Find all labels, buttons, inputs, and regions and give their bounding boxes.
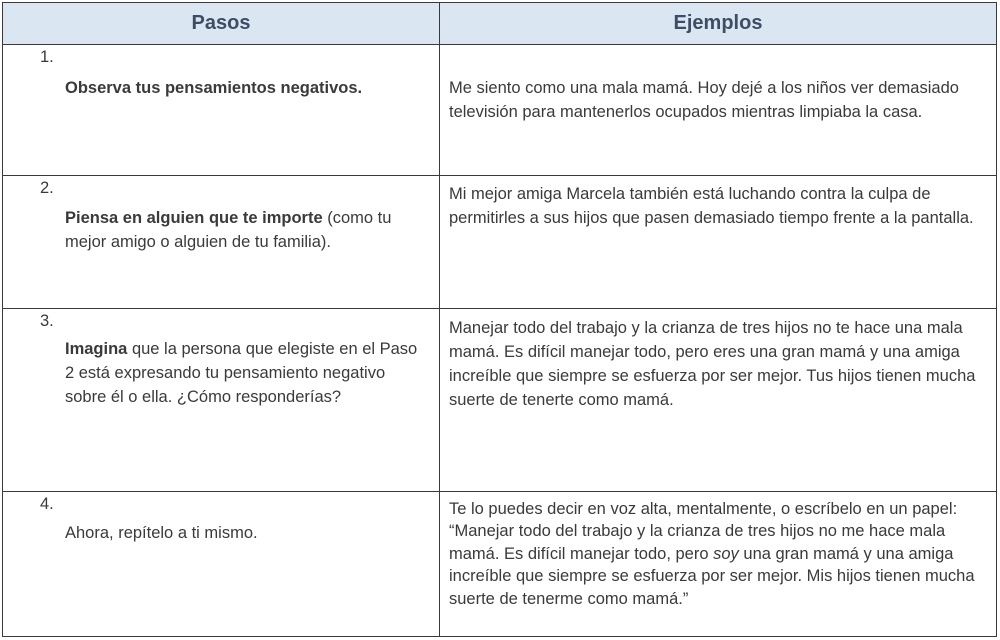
step-rest-text: que la persona que elegiste en el Paso 2 está expresando tu pensamiento negativo sobre él o ella. ¿Cómo responderías? [65,340,418,407]
table-row [3,176,997,309]
step-bold-text: Observa tus pensamientos negativos. [65,79,363,97]
step-number: 3. [40,312,54,331]
header-ejemplos: Ejemplos [440,3,997,45]
example-text: Me siento como una mala mamá. Hoy dejé a los niños ver demasiado televisión para mantenerlos ocupados mientras limpiaba la casa. [449,79,959,121]
example-text [440,492,996,611]
step-rest-text: Ahora, repítelo a ti mismo. [65,523,258,542]
example-cell [440,176,997,309]
step-bold-text: Piensa en alguien que te importe [65,209,323,228]
example-cell [440,45,997,176]
example-cell [440,309,997,491]
table-header-row [3,3,997,45]
example-text: Manejar todo del trabajo y la crianza de tres hijos no te hace una mala mamá. Es difícil manejar todo, pero eres una gran mamá y una amiga increíble que siempre se esfuerza por ser mejor. Tus hijos tienen mucha suerte de tenerte como mamá. [449,319,976,410]
table-row [3,491,997,636]
step-cell [3,309,440,491]
step-number: 2. [40,179,54,198]
example-text-part: una gran mamá y una amiga increíble que siempre se esfuerza por ser mejor. Mis hijos tienen mucha suerte de tenerme como mamá.” [449,544,975,608]
step-text [3,45,439,100]
step-text [3,309,439,409]
step-cell [3,45,440,176]
table-row [3,309,997,491]
example-cell [440,491,997,636]
step-bold-text: Imagina [65,340,128,359]
table-row [3,45,997,176]
example-text: Mi mejor amiga Marcela también está luchando contra la culpa de permitirles a sus hijos que pasen demasiado tiempo frente a la pantalla. [449,185,974,228]
step-cell [3,491,440,636]
step-number: 4. [40,494,54,513]
step-number: 1. [40,48,54,66]
step-text [3,176,439,254]
example-emphasis: soy [713,544,739,563]
step-cell [3,176,440,309]
header-pasos: Pasos [3,3,440,45]
example-text-part: Te lo puedes decir en voz alta, mentalmente, o escríbelo en un papel: “Manejar todo del trabajo y la crianza de tres hijos no me hace mala mamá. Es difícil manejar todo, pero [449,499,958,563]
steps-table [2,2,997,637]
step-rest-text: (como tu mejor amigo o alguien de tu familia). [65,209,392,252]
step-text [3,492,439,545]
